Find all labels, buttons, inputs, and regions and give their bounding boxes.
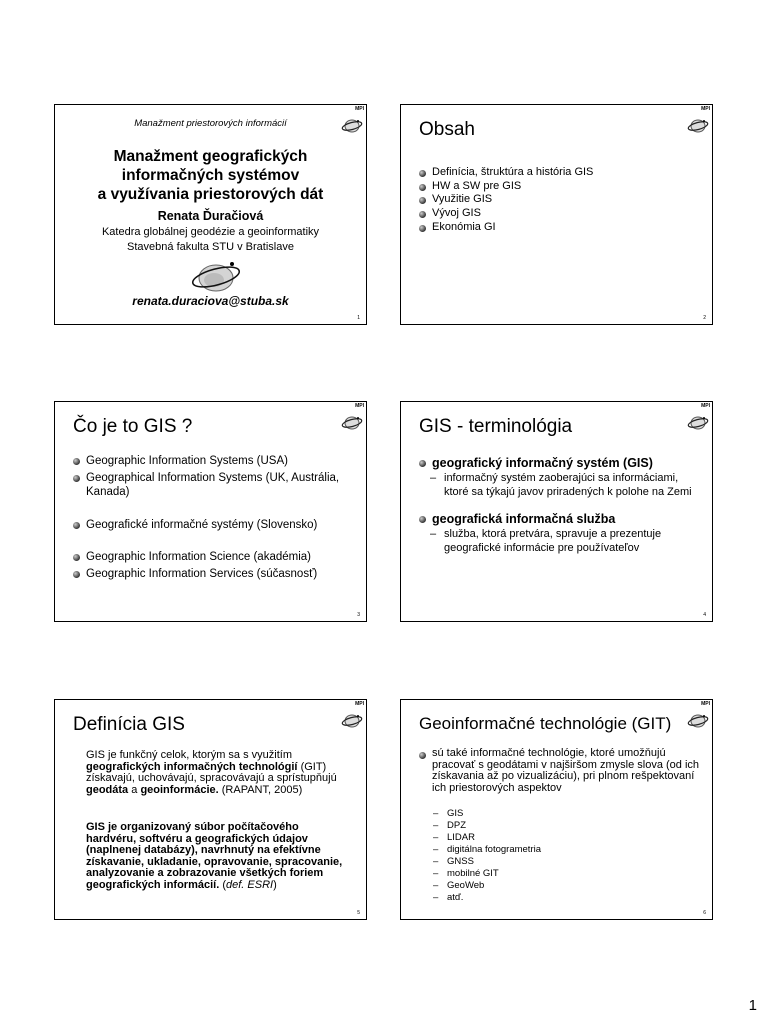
- globe-icon: [190, 258, 242, 294]
- slide-number: 2: [703, 315, 706, 321]
- list-item: HW a SW pre GIS: [419, 180, 593, 194]
- slide-number: 3: [357, 612, 360, 618]
- text: a: [131, 783, 138, 796]
- author: Renata Ďuračiová: [157, 209, 264, 223]
- list-item: Geographical Information Systems (UK, Austrália, Kanada): [73, 471, 343, 500]
- list-item: – atď.: [433, 892, 541, 904]
- globe-logo-icon: [341, 408, 363, 432]
- globe-logo-icon: [687, 408, 709, 432]
- list-item: – GeoWeb: [433, 880, 541, 892]
- term: geografická informačná služba: [419, 512, 704, 526]
- globe-logo-icon: [687, 706, 709, 730]
- slide-title: Obsah: [419, 119, 475, 140]
- slide-title: Geoinformačné technológie (GIT): [419, 714, 672, 733]
- list-item: Využitie GIS: [419, 193, 593, 207]
- faculty: Stavebná fakulta STU v Bratislave: [127, 241, 294, 253]
- department: Katedra globálnej geodézie a geoinformatiky: [101, 226, 320, 238]
- text: ): [273, 878, 277, 891]
- logo-label: MPI: [355, 701, 364, 707]
- text: (: [222, 878, 226, 891]
- sub-list: [433, 808, 541, 904]
- definition: – informačný systém zaoberajúci sa informáciami, ktoré sa týkajú javov priradených k polohe na Zemi: [430, 472, 704, 499]
- bullet-list: [419, 166, 593, 235]
- list-item: Geographic Information Systems (USA): [73, 454, 343, 469]
- definition-list: [430, 528, 704, 555]
- slide-3: [54, 401, 367, 622]
- list-item: Definícia, štruktúra a história GIS: [419, 166, 593, 180]
- email: renata.duraciova@stuba.sk: [132, 294, 289, 308]
- slide-1: [54, 104, 367, 325]
- slide-number: 6: [703, 910, 706, 916]
- text-bold: GIS je organizovaný súbor počítačového hardvéru, softvéru a geografických údajov (naplnenej databázy), navrhnutý na efektívne získavanie, ukladanie, opravovanie, spracovanie, analyzovanie a zobrazovanie všetkých foriem geografických informácií.: [86, 821, 343, 891]
- paragraph-1: [86, 750, 341, 796]
- bullet-list: [419, 748, 704, 794]
- globe-logo-icon: [687, 111, 709, 135]
- list-item: Ekonómia GI: [419, 221, 593, 235]
- slide-6: [400, 699, 713, 920]
- title-line: Manažment geografických: [113, 148, 308, 165]
- list-item: – mobilné GIT: [433, 868, 541, 880]
- bullet-list: [73, 454, 343, 581]
- list-item: Geographic Information Services (súčasnosť): [73, 567, 343, 582]
- list-item: – digitálna fotogrametria: [433, 844, 541, 856]
- slide-title: GIS - terminológia: [419, 416, 573, 437]
- text: GIS je funkčný celok, ktorým sa s využitím: [86, 749, 293, 761]
- definition-list: [430, 472, 704, 499]
- list-item: sú také informačné technológie, ktoré umožňujú pracovať s geodátami v najširšom zmysle slova (od ich získavania až po vizualizáciu), pri plnom rešpektovaní ich priestorových aspektov: [419, 748, 704, 794]
- globe-logo-icon: [341, 706, 363, 730]
- slide-5: [54, 699, 367, 920]
- text-bold: geografických informačných technológií: [86, 760, 298, 773]
- slide-header: Manažment priestorových informácií: [134, 118, 287, 129]
- logo-label: MPI: [701, 701, 710, 707]
- slide-number: 4: [703, 612, 706, 618]
- term-list: [419, 512, 704, 526]
- slide-number: 5: [357, 910, 360, 916]
- term-list: [419, 456, 704, 470]
- text-bold: geodáta: [86, 783, 129, 796]
- list-item: – LIDAR: [433, 832, 541, 844]
- slide-title: [55, 147, 366, 204]
- text: (RAPANT, 2005): [221, 783, 303, 796]
- list-item: Geografické informačné systémy (Slovensko): [73, 518, 343, 533]
- paragraph-2: [86, 822, 344, 891]
- slide-title: Čo je to GIS ?: [73, 416, 193, 437]
- slide-4: [400, 401, 713, 622]
- logo-label: MPI: [355, 403, 364, 409]
- logo-label: MPI: [701, 403, 710, 409]
- terms: [419, 456, 704, 555]
- slide-2: [400, 104, 713, 325]
- logo-label: MPI: [355, 106, 364, 112]
- title-line: informačných systémov: [121, 167, 300, 184]
- page-number: 1: [748, 997, 757, 1014]
- term: geografický informačný systém (GIS): [419, 456, 704, 470]
- text-bold: geoinformácie.: [140, 783, 219, 796]
- list-item: – DPZ: [433, 820, 541, 832]
- list-item: – GNSS: [433, 856, 541, 868]
- definition: – služba, ktorá pretvára, spravuje a prezentuje geografické informácie pre používateľov: [430, 528, 704, 555]
- list-item: – GIS: [433, 808, 541, 820]
- text: (GIT) získavajú, uchovávajú, spracovávajú a sprístupňujú: [86, 760, 337, 784]
- text-italic: def. ESRI: [226, 878, 274, 891]
- logo-label: MPI: [701, 106, 710, 112]
- list-item: Vývoj GIS: [419, 207, 593, 221]
- title-line: a využívania priestorových dát: [97, 186, 324, 203]
- slide-number: 1: [357, 315, 360, 321]
- list-item: Geographic Information Science (akadémia): [73, 550, 343, 565]
- slide-title: Definícia GIS: [73, 714, 185, 735]
